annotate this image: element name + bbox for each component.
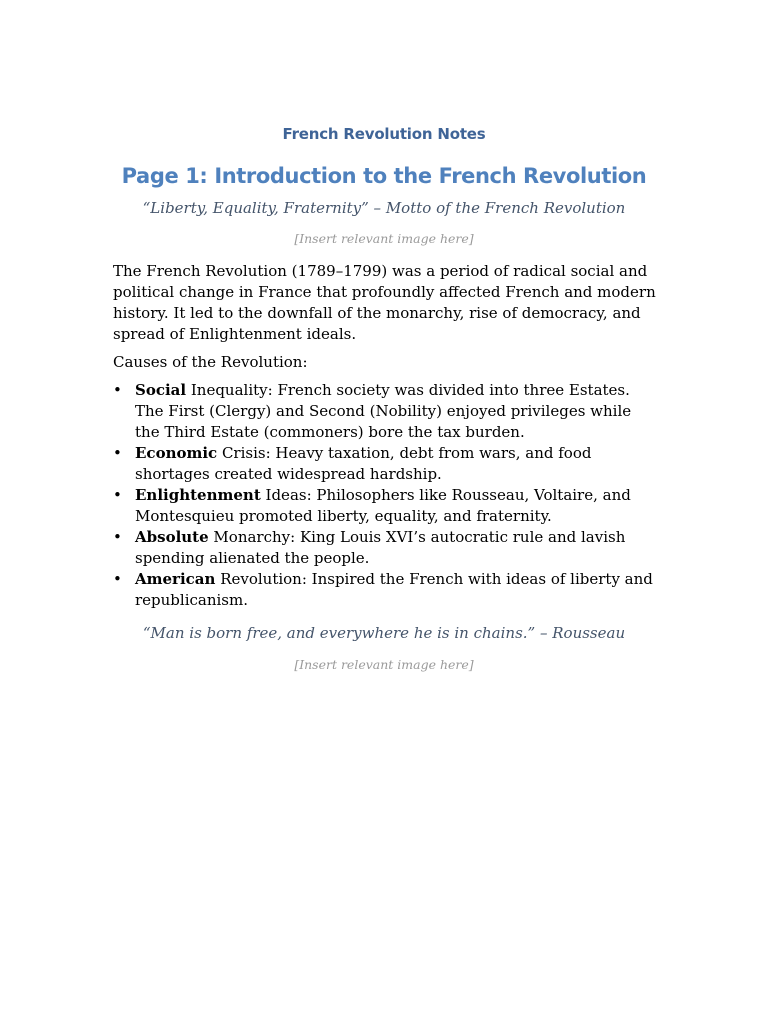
image-placeholder: [Insert relevant image here] [294, 657, 474, 672]
motto-line: “Liberty, Equality, Fraternity” – Motto of the French Revolution [142, 199, 626, 217]
cause-term: Enlightenment [135, 486, 261, 504]
bullet-icon: • [113, 570, 122, 588]
list-item [113, 443, 658, 485]
causes-label: Causes of the Revolution: [113, 353, 308, 371]
list-item [113, 527, 658, 569]
image-placeholder: [Insert relevant image here] [294, 231, 474, 246]
cause-term: American [135, 570, 216, 588]
list-item [113, 485, 658, 527]
rousseau-quote: “Man is born free, and everywhere he is in chains.” – Rousseau [142, 624, 626, 642]
cause-text: Ideas: Philosophers like Rousseau, Voltaire, and Montesquieu promoted liberty, equality, and fraternity. [135, 486, 631, 525]
bullet-icon: • [113, 381, 122, 399]
document-title: French Revolution Notes [282, 125, 486, 143]
list-item [113, 569, 658, 611]
bullet-icon: • [113, 444, 122, 462]
bullet-icon: • [113, 528, 122, 546]
intro-paragraph: The French Revolution (1789–1799) was a period of radical social and political change in France that profoundly affected French and modern history. It led to the downfall of the monarchy, rise of democracy, and spread of Enlightenment ideals. [113, 262, 656, 343]
cause-term: Absolute [135, 528, 209, 546]
cause-text: Revolution: Inspired the French with ideas of liberty and republicanism. [135, 570, 653, 609]
causes-list [113, 380, 658, 611]
list-item [113, 380, 658, 443]
cause-term: Economic [135, 444, 218, 462]
page-heading: Page 1: Introduction to the French Revolution [121, 164, 647, 188]
bullet-icon: • [113, 486, 122, 504]
cause-text: Monarchy: King Louis XVI’s autocratic rule and lavish spending alienated the people. [135, 528, 626, 567]
cause-text: Crisis: Heavy taxation, debt from wars, and food shortages created widespread hardship. [135, 444, 592, 483]
cause-term: Social [135, 381, 187, 399]
cause-text: Inequality: French society was divided into three Estates. The First (Clergy) and Second (Nobility) enjoyed privileges while the Third Estate (commoners) bore the tax burden. [135, 381, 632, 441]
